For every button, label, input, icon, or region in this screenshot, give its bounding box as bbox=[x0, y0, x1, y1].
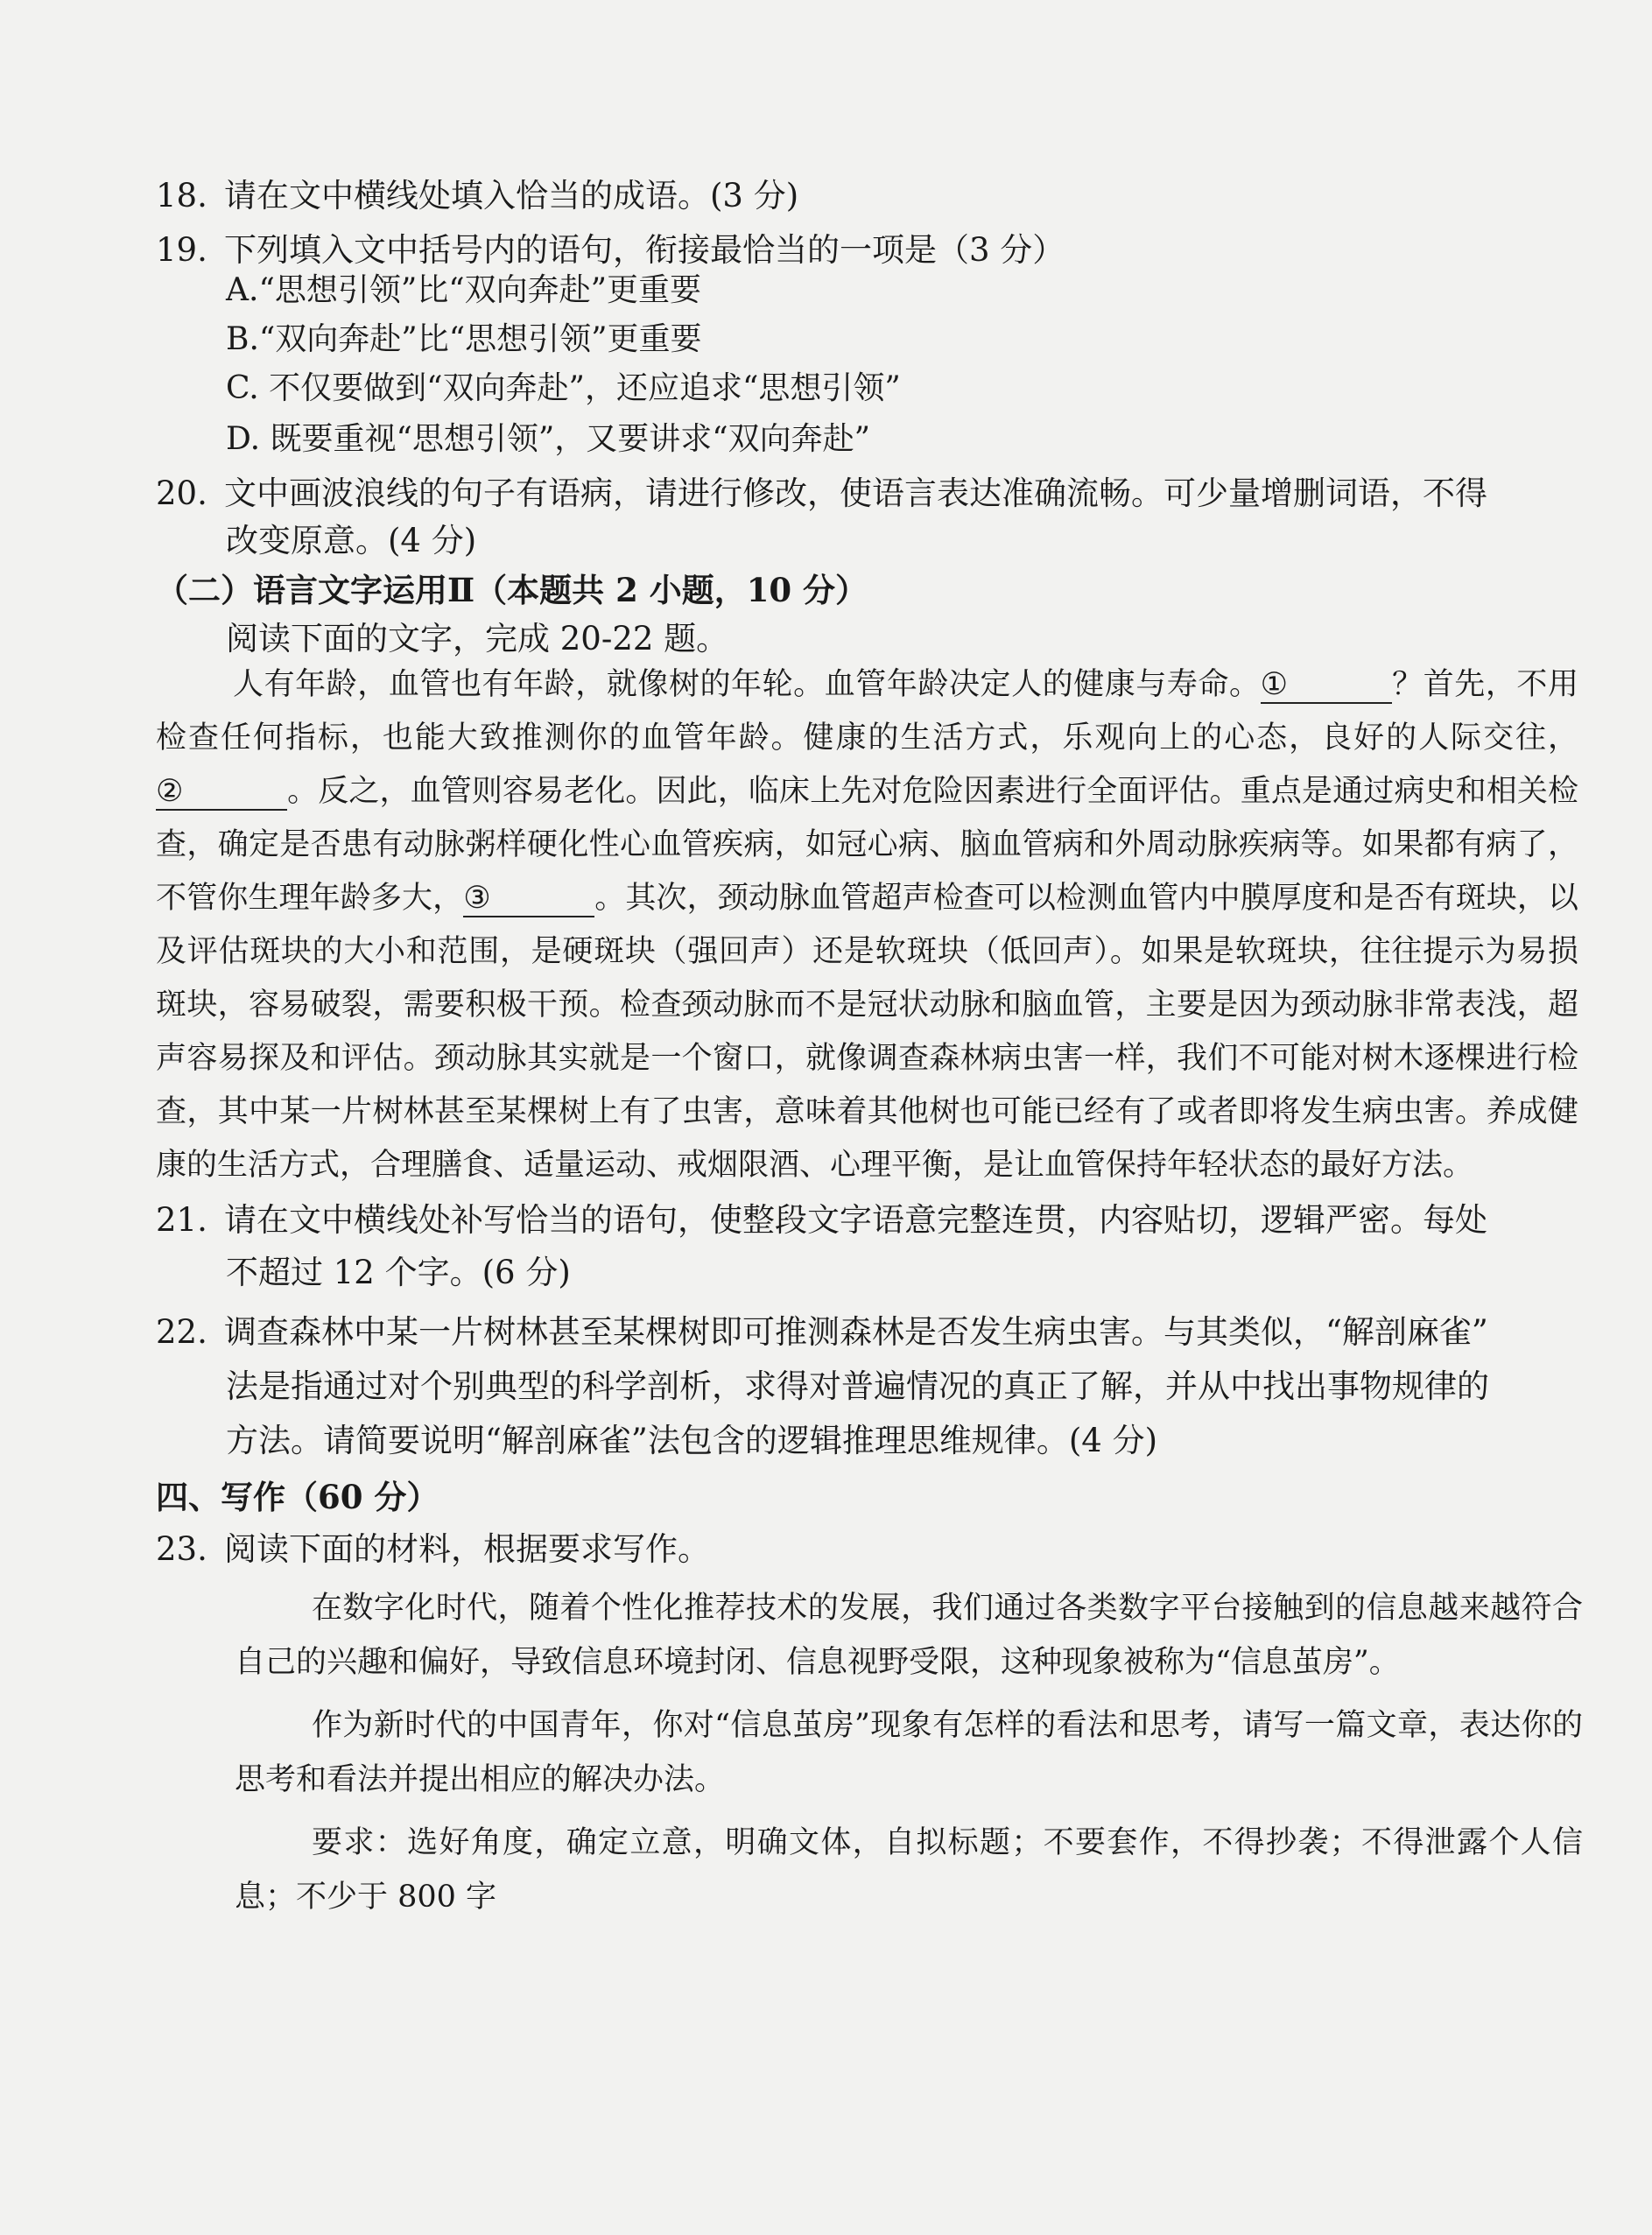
question-text-line1: 请在文中横线处补写恰当的语句，使整段文字语意完整连贯，内容贴切，逻辑严密。每处 bbox=[224, 1201, 1487, 1239]
question-number: 18. bbox=[156, 177, 207, 214]
essay-requirements: 要求：选好角度，确定立意，明确文体，自拟标题；不要套作，不得抄袭；不得泄露个人信息；不少于 800 字 bbox=[235, 1825, 1583, 1915]
blank-1: ① bbox=[1261, 667, 1392, 704]
passage-text: ？首先，不用检查任何指标，也能大致推测你的血管年龄。健康的生活方式，乐观向上的心态，良好的人际交往， bbox=[156, 667, 1578, 756]
essay-material: 在数字化时代，随着个性化推荐技术的发展，我们通过各类数字平台接触到的信息越来越符合自己的兴趣和偏好，导致信息环境封闭、信息视野受限，这种现象被称为“信息茧房”。 bbox=[235, 1591, 1583, 1680]
question-21-line2: 不超过 12 个字。(6 分) bbox=[226, 1254, 571, 1291]
question-number: 19. bbox=[156, 231, 207, 269]
question-23 bbox=[156, 1520, 1574, 1579]
passage-text: 。反之，血管则容易老化。因此，临床上先对危险因素进行全面评估。重点是通过病史和相关检查，确定是否患有动脉粥样硬化性心血管疾病，如冠心病、脑血管病和外周动脉疾病等。如果都有病了，不管你生理年龄多大， bbox=[156, 774, 1578, 916]
blank-2: ② bbox=[156, 774, 287, 811]
question-text: 请在文中横线处填入恰当的成语。(3 分) bbox=[224, 177, 799, 214]
option-a: A.“思想引领”比“双向奔赴”更重要 bbox=[226, 272, 702, 308]
question-18 bbox=[156, 166, 1574, 226]
blank-3: ③ bbox=[463, 881, 594, 917]
option-d: D. 既要重视“思想引领”，又要讲求“双向奔赴” bbox=[226, 421, 871, 457]
question-number: 20. bbox=[156, 474, 207, 512]
essay-task: 作为新时代的中国青年，你对“信息茧房”现象有怎样的看法和思考，请写一篇文章，表达你的思考和看法并提出相应的解决办法。 bbox=[235, 1708, 1583, 1797]
question-text-line1: 文中画波浪线的句子有语病，请进行修改，使语言表达准确流畅。可少量增删词语，不得 bbox=[224, 474, 1487, 512]
question-text: 下列填入文中括号内的语句，衔接最恰当的一项是（3 分） bbox=[224, 231, 1065, 269]
section-instruction: 阅读下面的文字，完成 20-22 题。 bbox=[226, 620, 729, 657]
question-number: 23. bbox=[156, 1530, 207, 1568]
question-22-line2: 法是指通过对个别典型的科学剖析，求得对普遍情况的真正了解，并从中找出事物规律的 bbox=[226, 1367, 1489, 1405]
question-text: 阅读下面的材料，根据要求写作。 bbox=[224, 1530, 710, 1568]
passage-text: 人有年龄，血管也有年龄，就像树的年轮。血管年龄决定人的健康与寿命。 bbox=[233, 667, 1261, 702]
passage-paragraph bbox=[156, 658, 1578, 1192]
question-22 bbox=[156, 1303, 1574, 1362]
essay-prompt bbox=[235, 1581, 1583, 1933]
question-number: 22. bbox=[156, 1313, 207, 1351]
question-21 bbox=[156, 1191, 1574, 1250]
question-text-line1: 调查森林中某一片树林甚至某棵树即可推测森林是否发生病虫害。与其类似，“解剖麻雀” bbox=[224, 1313, 1488, 1351]
question-20-line2: 改变原意。(4 分) bbox=[226, 522, 477, 559]
question-number: 21. bbox=[156, 1201, 207, 1239]
passage-text: 。其次，颈动脉血管超声检查可以检测血管内中膜厚度和是否有斑块，以及评估斑块的大小和范围，是硬斑块（强回声）还是软斑块（低回声）。如果是软斑块，往往提示为易损斑块，容易破裂，需要积极干预。检查颈动脉而不是冠状动脉和脑血管，主要是因为颈动脉非常表浅，超声容易探及和评估。颈动脉其实就是一个窗口，就像调查森林病虫害一样，我们不可能对树木逐棵进行检查，其中某一片树林甚至某棵树上有了虫害，意味着其他树也可能已经有了或者即将发生病虫害。养成健康的生活方式，合理膳食、适量运动、戒烟限酒、心理平衡，是让血管保持年轻状态的最好方法。 bbox=[156, 881, 1578, 1183]
question-22-line3: 方法。请简要说明“解剖麻雀”法包含的逻辑推理思维规律。(4 分) bbox=[226, 1422, 1158, 1459]
option-b: B.“双向奔赴”比“思想引领”更重要 bbox=[226, 321, 702, 357]
section-title-4: 四、写作（60 分） bbox=[156, 1478, 439, 1516]
reading-passage bbox=[156, 658, 1578, 1192]
option-c: C. 不仅要做到“双向奔赴”，还应追求“思想引领” bbox=[226, 370, 901, 406]
section-title-2: （二）语言文字运用Ⅱ（本题共 2 小题，10 分） bbox=[156, 571, 868, 609]
